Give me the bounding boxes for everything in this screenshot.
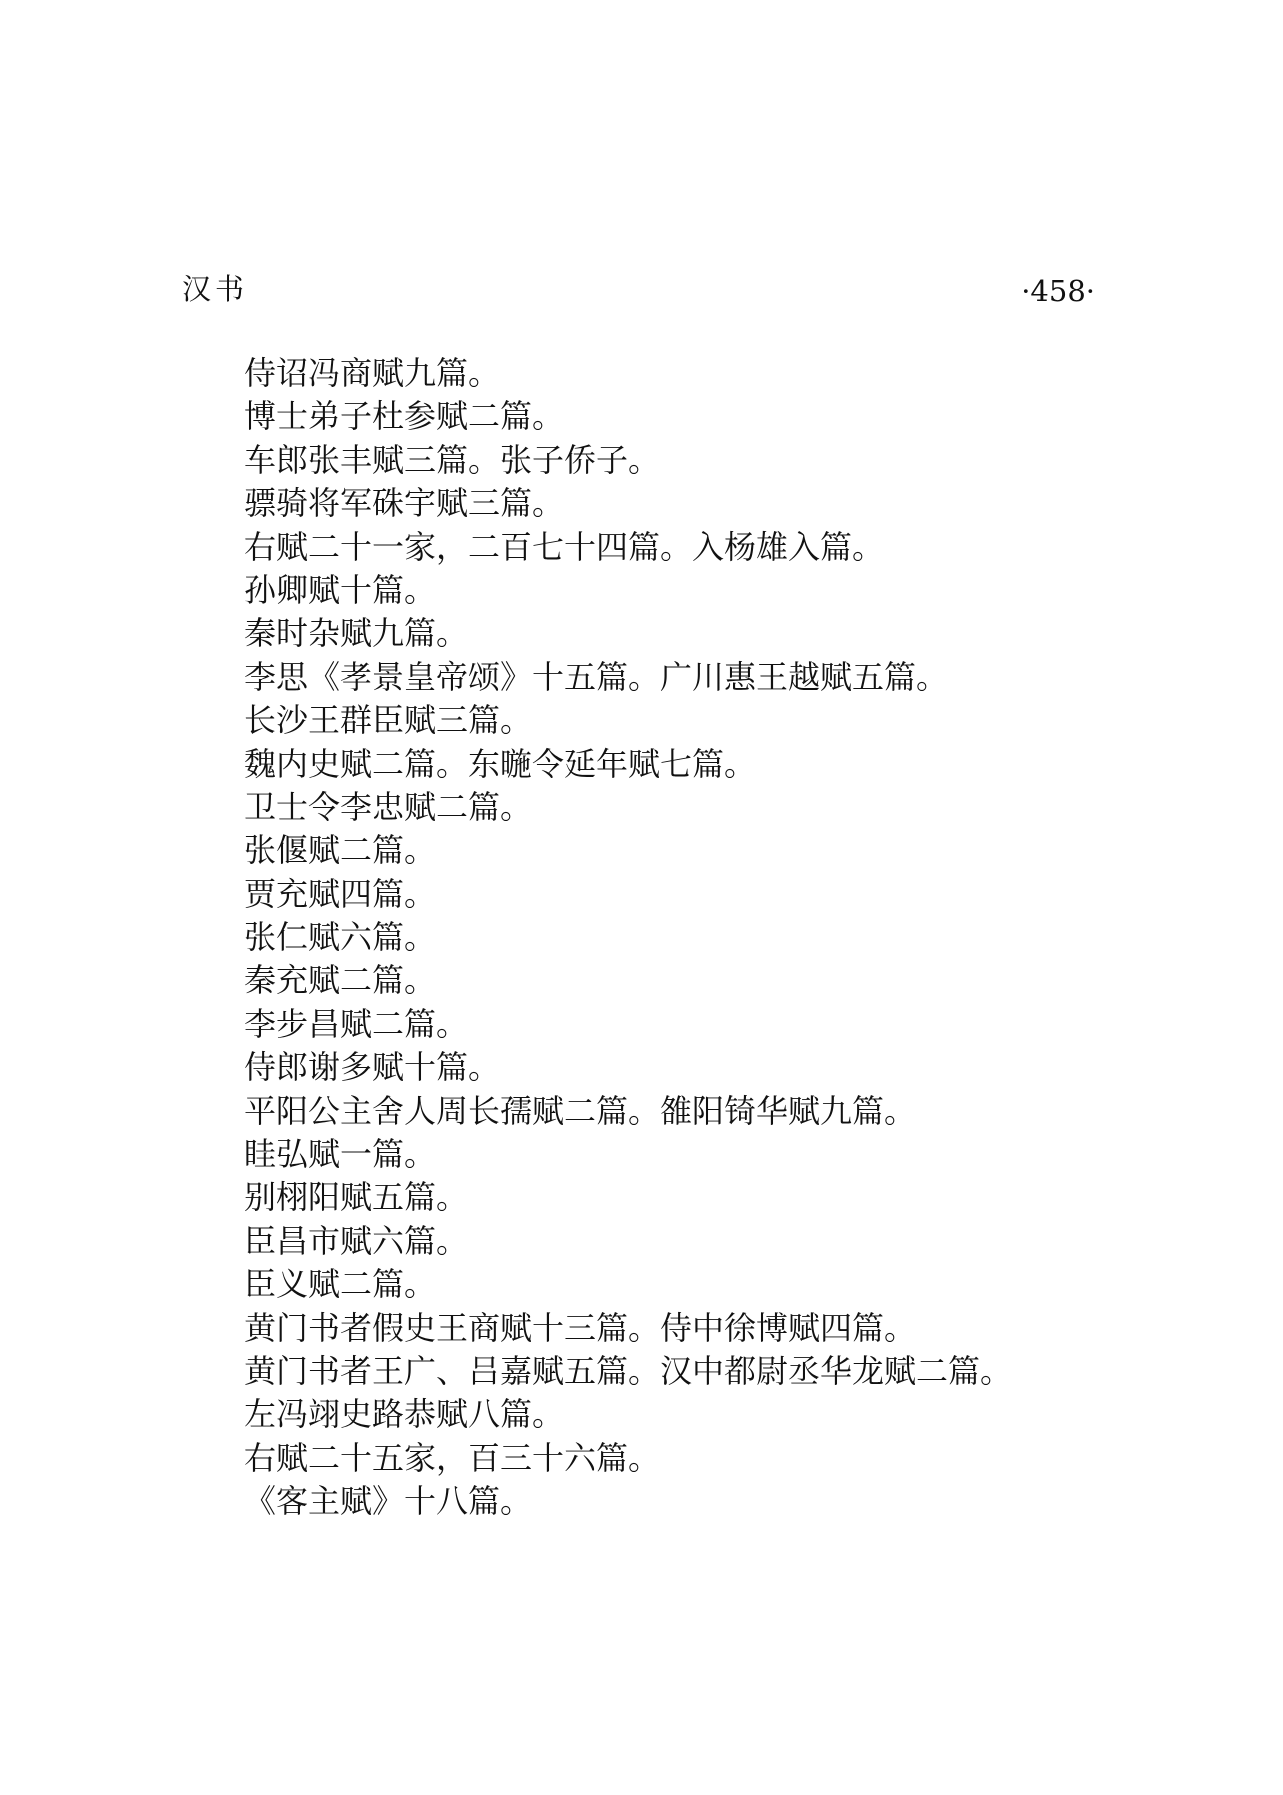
text-line: 秦时杂赋九篇。	[244, 614, 469, 653]
text-line: 车郎张丰赋三篇。张子侨子。	[244, 440, 661, 479]
text-line: 秦充赋二篇。	[244, 961, 437, 1000]
text-line: 张仁赋六篇。	[244, 918, 437, 957]
page-number: ·458·	[1021, 274, 1095, 308]
text-line: 李步昌赋二篇。	[244, 1004, 469, 1043]
text-line: 右赋二十五家，百三十六篇。	[244, 1438, 661, 1477]
text-line: 《客主赋》十八篇。	[244, 1482, 533, 1521]
text-line: 黄门书者王广、吕嘉赋五篇。汉中都尉丞华龙赋二篇。	[244, 1351, 1013, 1390]
text-line: 别栩阳赋五篇。	[244, 1178, 469, 1217]
text-line: 臣昌市赋六篇。	[244, 1221, 469, 1260]
text-line: 孙卿赋十篇。	[244, 570, 437, 609]
text-line: 平阳公主舍人周长孺赋二篇。雒阳锜华赋九篇。	[244, 1091, 917, 1130]
text-line: 骠骑将军硃宇赋三篇。	[244, 484, 565, 523]
text-line: 卫士令李忠赋二篇。	[244, 787, 533, 826]
text-line: 贾充赋四篇。	[244, 874, 437, 913]
text-line: 左冯翊史路恭赋八篇。	[244, 1395, 565, 1434]
text-line: 眭弘赋一篇。	[244, 1135, 437, 1174]
text-line: 侍诏冯商赋九篇。	[244, 354, 501, 392]
text-body	[244, 352, 1224, 1524]
text-line: 臣义赋二篇。	[244, 1265, 437, 1304]
text-line: 侍郎谢多赋十篇。	[244, 1048, 501, 1087]
text-line: 魏内史赋二篇。东暆令延年赋七篇。	[244, 744, 757, 783]
text-line: 黄门书者假史王商赋十三篇。侍中徐博赋四篇。	[244, 1308, 917, 1347]
text-line: 右赋二十一家，二百七十四篇。入杨雄入篇。	[244, 527, 885, 566]
running-header-title: 汉书	[182, 272, 249, 306]
text-line: 李思《孝景皇帝颂》十五篇。广川惠王越赋五篇。	[244, 657, 949, 696]
text-line: 博士弟子杜参赋二篇。	[244, 397, 565, 436]
text-line: 张偃赋二篇。	[244, 831, 437, 870]
text-line: 长沙王群臣赋三篇。	[244, 701, 533, 740]
